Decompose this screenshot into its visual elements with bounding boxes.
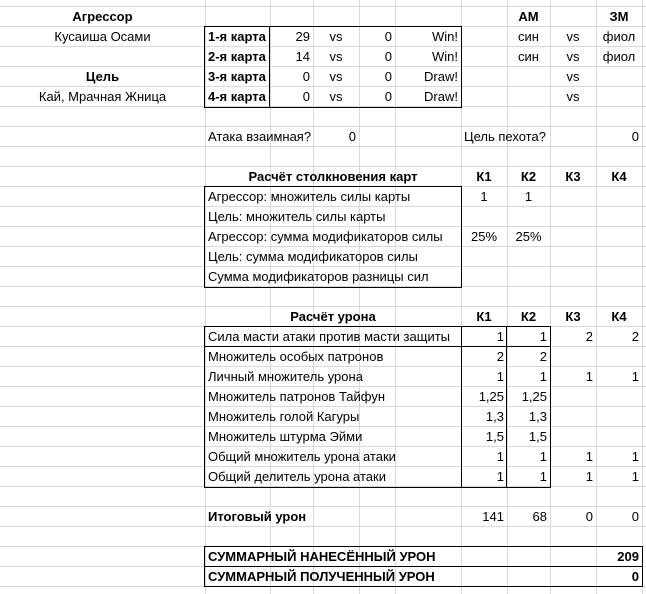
damage-cell-k4[interactable]: 2 <box>631 329 639 344</box>
damage-row-label: Личный множитель урона <box>208 369 363 384</box>
col-k4-header: К4 <box>611 169 627 184</box>
summary-received-label: СУММАРНЫЙ ПОЛУЧЕННЫЙ УРОН <box>208 569 435 584</box>
total-damage-k1: 141 <box>482 509 504 524</box>
map-score-a[interactable]: 29 <box>295 29 310 44</box>
map-result: Draw! <box>424 69 458 84</box>
map-label: 3-я карта <box>208 69 266 84</box>
vs-label: vs <box>329 49 343 64</box>
damage-cell-k3[interactable]: 2 <box>585 329 593 344</box>
damage-row-label: Общий делитель урона атаки <box>208 469 386 484</box>
damage-cell-k1[interactable]: 1 <box>496 449 504 464</box>
damage-row-label: Множитель особых патронов <box>208 349 384 364</box>
damage-cell-k2[interactable]: 1 <box>539 469 547 484</box>
clash-cell[interactable]: 25% <box>515 229 542 244</box>
map-zm-suit[interactable]: фиол <box>602 29 636 44</box>
infantry-target-value[interactable]: 0 <box>631 129 639 144</box>
col-k4-header: К4 <box>611 309 627 324</box>
damage-row-label: Общий множитель урона атаки <box>208 449 396 464</box>
damage-title: Расчёт урона <box>290 309 376 324</box>
clash-row-label: Агрессор: множитель силы карты <box>208 189 411 204</box>
col-k1-header: К1 <box>476 169 492 184</box>
damage-cell-k3[interactable]: 1 <box>585 369 593 384</box>
vs-label: vs <box>566 69 580 84</box>
map-score-b[interactable]: 0 <box>384 69 392 84</box>
damage-cell-k1[interactable]: 1 <box>496 469 504 484</box>
aggressor-name[interactable]: Кусаиша Осами <box>54 29 151 44</box>
map-score-b[interactable]: 0 <box>384 89 392 104</box>
map-label: 2-я карта <box>208 49 266 64</box>
summary-dealt-label: СУММАРНЫЙ НАНЕСЁННЫЙ УРОН <box>208 549 436 564</box>
vs-label: vs <box>566 29 580 44</box>
col-k3-header: К3 <box>565 309 581 324</box>
vs-label: vs <box>566 89 580 104</box>
vs-label: vs <box>329 69 343 84</box>
map-result: Win! <box>432 29 458 44</box>
damage-cell-k1[interactable]: 1,5 <box>485 429 504 444</box>
damage-row-label: Множитель голой Кагуры <box>208 409 360 424</box>
map-score-a[interactable]: 0 <box>302 69 310 84</box>
map-zm-suit[interactable] <box>596 67 642 87</box>
map-am-suit[interactable]: син <box>518 29 539 44</box>
col-k2-header: К2 <box>520 309 537 324</box>
mutual-attack-label: Атака взаимная? <box>208 129 312 144</box>
mutual-attack-value[interactable]: 0 <box>348 129 356 144</box>
aggressor-label: Агрессор <box>72 9 133 24</box>
damage-row-label: Множитель патронов Тайфун <box>208 389 386 404</box>
total-damage-label: Итоговый урон <box>208 509 307 524</box>
total-damage-k2: 68 <box>532 509 547 524</box>
damage-cell-k1[interactable]: 2 <box>496 349 504 364</box>
clash-cell[interactable]: 1 <box>524 189 533 204</box>
map-label: 4-я карта <box>208 89 266 104</box>
damage-cell-k3[interactable]: 1 <box>585 449 593 464</box>
map-am-suit[interactable]: син <box>518 49 539 64</box>
total-damage-k3: 0 <box>585 509 593 524</box>
map-score-a[interactable]: 0 <box>302 89 310 104</box>
target-name[interactable]: Кай, Мрачная Жница <box>38 89 167 104</box>
damage-cell-k1[interactable]: 1,25 <box>478 389 504 404</box>
map-result: Win! <box>432 49 458 64</box>
damage-cell-k4[interactable]: 1 <box>631 449 639 464</box>
damage-cell-k1[interactable]: 1,3 <box>485 409 504 424</box>
clash-cell[interactable]: 1 <box>480 189 488 204</box>
infantry-target-label: Цель пехота? <box>464 129 546 144</box>
damage-cell-k2[interactable]: 1,25 <box>521 389 547 404</box>
clash-row-label: Цель: множитель силы карты <box>208 209 386 224</box>
damage-cell-k4[interactable]: 1 <box>631 369 639 384</box>
col-zm-header: ЗМ <box>609 9 629 24</box>
damage-cell-k2[interactable]: 2 <box>539 349 547 364</box>
col-k1-header: К1 <box>476 309 492 324</box>
vs-label: vs <box>329 89 343 104</box>
damage-cell-k3[interactable]: 1 <box>585 469 593 484</box>
damage-cell-k2[interactable]: 1 <box>539 329 547 344</box>
damage-cell-k2[interactable]: 1 <box>539 449 547 464</box>
damage-cell-k2[interactable]: 1,3 <box>528 409 547 424</box>
map-am-suit[interactable] <box>507 87 550 107</box>
damage-cell-k2[interactable]: 1,5 <box>528 429 547 444</box>
map-score-b[interactable]: 0 <box>384 49 392 64</box>
damage-cell-k4[interactable]: 1 <box>631 469 639 484</box>
col-k3-header: К3 <box>565 169 581 184</box>
map-zm-suit[interactable] <box>596 87 642 107</box>
target-label: Цель <box>85 69 120 84</box>
map-result: Draw! <box>424 89 458 104</box>
damage-cell-k2[interactable]: 1 <box>539 369 547 384</box>
map-score-a[interactable]: 14 <box>295 49 310 64</box>
vs-label: vs <box>329 29 343 44</box>
gridline <box>642 0 643 594</box>
damage-cell-k1[interactable]: 1 <box>496 329 504 344</box>
damage-cell-k1[interactable]: 1 <box>496 369 504 384</box>
col-k2-header: К2 <box>520 169 537 184</box>
summary-dealt-value: 209 <box>617 549 639 564</box>
total-damage-k4: 0 <box>631 509 639 524</box>
damage-row-label: Множитель штурма Эйми <box>208 429 363 444</box>
summary-received-value: 0 <box>631 569 639 584</box>
clash-row-label: Агрессор: сумма модификаторов силы <box>208 229 443 244</box>
map-label: 1-я карта <box>208 29 266 44</box>
map-zm-suit[interactable]: фиол <box>602 49 636 64</box>
col-am-header: АМ <box>518 9 539 24</box>
clash-title: Расчёт столкновения карт <box>248 169 418 184</box>
map-am-suit[interactable] <box>507 67 550 87</box>
clash-row-label: Сумма модификаторов разницы сил <box>208 269 429 284</box>
clash-row-label: Цель: сумма модификаторов силы <box>208 249 418 264</box>
vs-label: vs <box>566 49 580 64</box>
clash-cell[interactable]: 25% <box>470 229 498 244</box>
damage-row-label: Сила масти атаки против масти защиты <box>208 329 451 344</box>
map-score-b[interactable]: 0 <box>384 29 392 44</box>
